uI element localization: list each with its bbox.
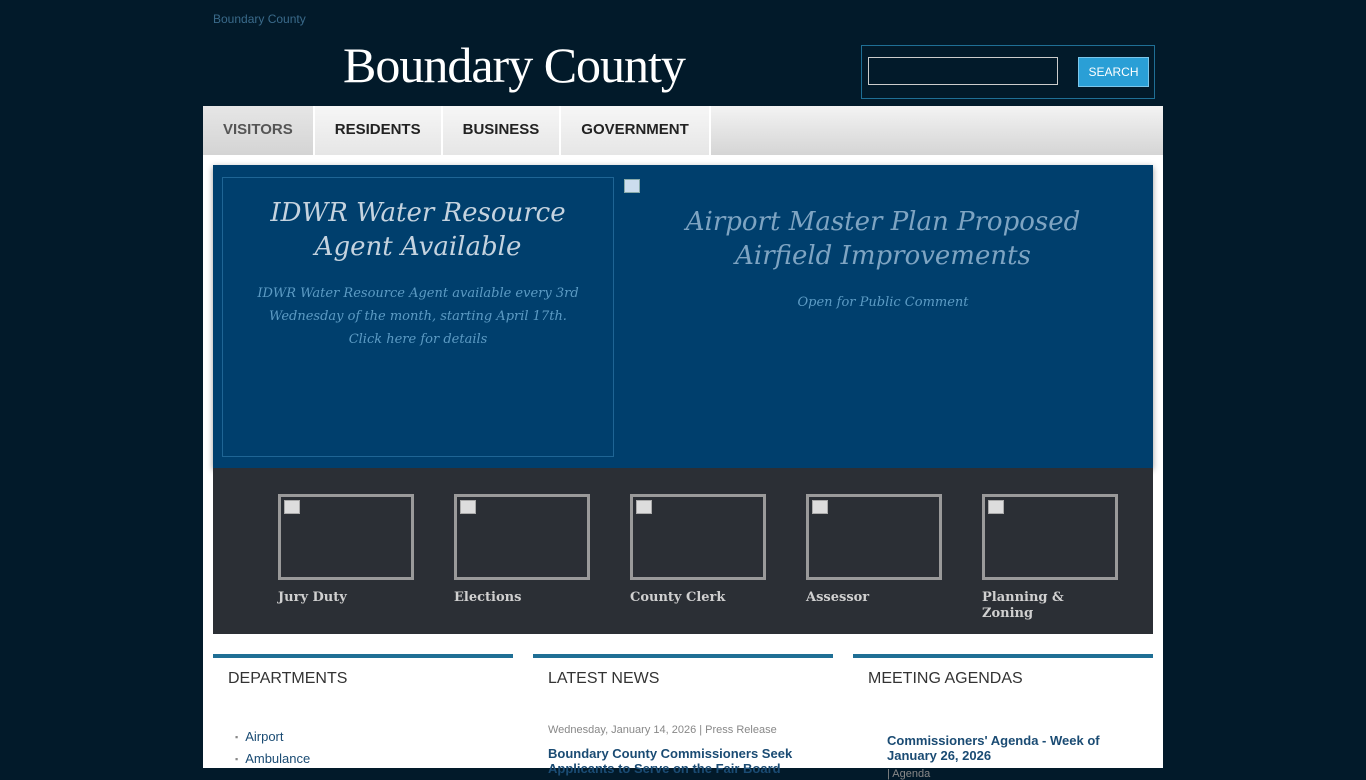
- departments-panel: [213, 654, 513, 774]
- tile-planning-zoning[interactable]: [982, 494, 1092, 622]
- slide-2[interactable]: [653, 205, 1113, 314]
- department-link[interactable]: ▪ Airport: [235, 726, 513, 748]
- tile-assessor[interactable]: [806, 494, 942, 606]
- news-panel: [533, 654, 833, 774]
- logo-image[interactable]: Boundary County: [213, 12, 306, 26]
- tile-label[interactable]: Jury Duty: [278, 590, 347, 605]
- main-nav: [203, 106, 1163, 155]
- agenda-meta: | Agenda: [887, 768, 931, 780]
- slide-image: [624, 179, 640, 193]
- search-input[interactable]: [868, 57, 1058, 85]
- search-box: [861, 45, 1155, 99]
- tile-image: [636, 500, 652, 514]
- nav-residents[interactable]: RESIDENTS: [315, 106, 443, 155]
- tile-label[interactable]: Planning & Zoning: [982, 590, 1064, 621]
- tile-label[interactable]: Elections: [454, 590, 522, 605]
- image-slider[interactable]: [213, 165, 1153, 468]
- departments-heading: DEPARTMENTS: [228, 670, 348, 687]
- tile-image: [284, 500, 300, 514]
- tile-label[interactable]: County Clerk: [630, 590, 726, 605]
- slide-text: IDWR Water Resource Agent available every 3rd Wednesday of the month, starting April 17th. Click here for details: [257, 286, 579, 347]
- department-link[interactable]: ▪ Ambulance: [235, 748, 513, 770]
- slide-caption[interactable]: [222, 177, 614, 457]
- slide-text: Open for Public Comment: [797, 295, 969, 310]
- slide-title: Airport Master Plan Proposed Airfield Improvements: [685, 207, 1081, 271]
- agendas-panel: [853, 654, 1153, 780]
- tile-jury-duty[interactable]: [278, 494, 414, 606]
- news-heading: LATEST NEWS: [548, 670, 660, 687]
- tile-image: [812, 500, 828, 514]
- agendas-heading: MEETING AGENDAS: [868, 670, 1023, 687]
- tile-image: [988, 500, 1004, 514]
- tile-label[interactable]: Assessor: [806, 590, 870, 605]
- quick-links: [213, 468, 1153, 634]
- tile-image: [460, 500, 476, 514]
- slide-title: IDWR Water Resource Agent Available: [270, 198, 566, 262]
- search-button[interactable]: SEARCH: [1078, 57, 1149, 87]
- nav-government[interactable]: GOVERNMENT: [561, 106, 711, 155]
- news-meta: Wednesday, January 14, 2026 | Press Release: [548, 724, 777, 736]
- news-link[interactable]: Boundary County Commissioners Seek Applicants to Serve on the Fair Board: [548, 746, 793, 776]
- tile-county-clerk[interactable]: [630, 494, 766, 606]
- nav-visitors[interactable]: VISITORS: [203, 106, 315, 155]
- nav-business[interactable]: BUSINESS: [443, 106, 562, 155]
- agenda-link[interactable]: Commissioners' Agenda - Week of January 26, 2026: [887, 733, 1100, 763]
- slide-1[interactable]: [223, 178, 613, 351]
- tile-elections[interactable]: [454, 494, 590, 606]
- site-title[interactable]: Boundary County: [343, 37, 685, 93]
